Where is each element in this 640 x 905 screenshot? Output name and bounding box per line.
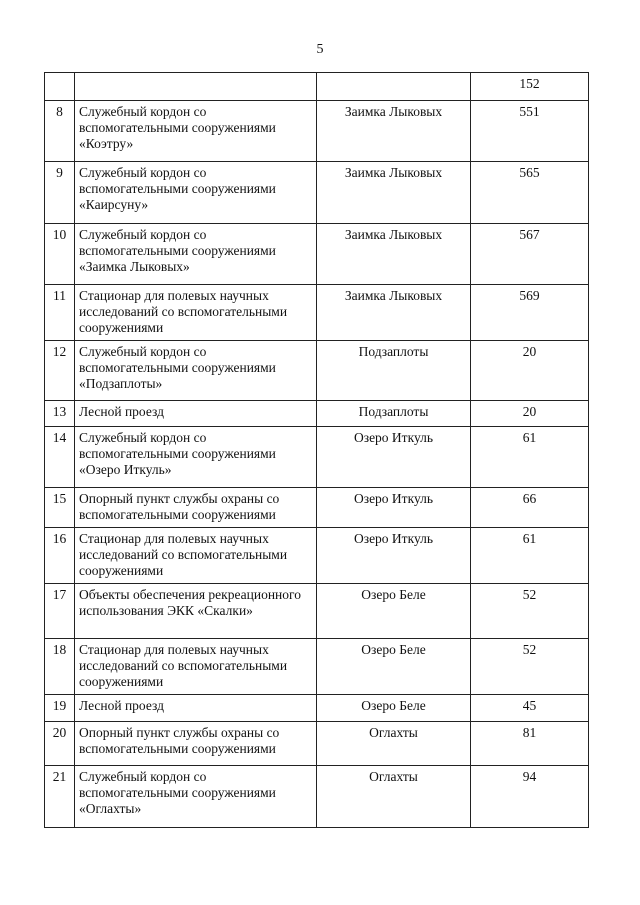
location-cell: Озеро Беле [317, 695, 471, 722]
value-cell: 45 [471, 695, 589, 722]
value-cell: 52 [471, 639, 589, 695]
location-cell: Озеро Иткуль [317, 528, 471, 584]
value-cell: 61 [471, 427, 589, 488]
row-number-cell: 10 [45, 224, 75, 285]
object-name-cell: Служебный кордон со вспомогательными сооружениями «Каирсуну» [75, 162, 317, 224]
row-number-cell: 20 [45, 722, 75, 766]
table-body [45, 73, 589, 828]
location-cell: Подзаплоты [317, 401, 471, 427]
object-name-cell: Служебный кордон со вспомогательными сооружениями «Оглахты» [75, 766, 317, 828]
row-number-cell [45, 73, 75, 101]
object-name-cell [75, 73, 317, 101]
object-name-cell: Объекты обеспечения рекреационного использования ЭКК «Скалки» [75, 584, 317, 639]
table-row [45, 73, 589, 101]
object-name-cell: Лесной проезд [75, 695, 317, 722]
row-number-cell: 17 [45, 584, 75, 639]
value-cell: 66 [471, 488, 589, 528]
object-name-cell: Опорный пункт службы охраны со вспомогательными сооружениями [75, 722, 317, 766]
row-number-cell: 11 [45, 285, 75, 341]
value-cell: 565 [471, 162, 589, 224]
page-number: 5 [316, 42, 324, 57]
value-cell: 81 [471, 722, 589, 766]
table-row [45, 401, 589, 427]
table-row [45, 427, 589, 488]
location-cell: Подзаплоты [317, 341, 471, 401]
table-row [45, 584, 589, 639]
location-cell: Заимка Лыковых [317, 162, 471, 224]
row-number-cell: 19 [45, 695, 75, 722]
object-name-cell: Стационар для полевых научных исследований со вспомогательными сооружениями [75, 285, 317, 341]
location-cell: Оглахты [317, 722, 471, 766]
row-number-cell: 15 [45, 488, 75, 528]
location-cell [317, 73, 471, 101]
location-cell: Озеро Беле [317, 639, 471, 695]
object-name-cell: Стационар для полевых научных исследований со вспомогательными сооружениями [75, 639, 317, 695]
row-number-cell: 16 [45, 528, 75, 584]
value-cell: 152 [471, 73, 589, 101]
row-number-cell: 8 [45, 101, 75, 162]
value-cell: 569 [471, 285, 589, 341]
object-name-cell: Служебный кордон со вспомогательными сооружениями «Заимка Лыковых» [75, 224, 317, 285]
table-row [45, 162, 589, 224]
object-name-cell: Служебный кордон со вспомогательными сооружениями «Коэтру» [75, 101, 317, 162]
location-cell: Озеро Иткуль [317, 427, 471, 488]
row-number-cell: 21 [45, 766, 75, 828]
table-row [45, 639, 589, 695]
object-name-cell: Служебный кордон со вспомогательными сооружениями «Озеро Иткуль» [75, 427, 317, 488]
location-cell: Заимка Лыковых [317, 285, 471, 341]
location-cell: Оглахты [317, 766, 471, 828]
value-cell: 20 [471, 341, 589, 401]
value-cell: 567 [471, 224, 589, 285]
table-row [45, 488, 589, 528]
object-name-cell: Стационар для полевых научных исследований со вспомогательными сооружениями [75, 528, 317, 584]
object-name-cell: Служебный кордон со вспомогательными сооружениями «Подзаплоты» [75, 341, 317, 401]
value-cell: 61 [471, 528, 589, 584]
objects-table [44, 72, 589, 828]
value-cell: 52 [471, 584, 589, 639]
value-cell: 20 [471, 401, 589, 427]
row-number-cell: 9 [45, 162, 75, 224]
table-row [45, 695, 589, 722]
table-row [45, 285, 589, 341]
table-row [45, 528, 589, 584]
table-row [45, 341, 589, 401]
location-cell: Заимка Лыковых [317, 101, 471, 162]
table-row [45, 224, 589, 285]
table-row [45, 766, 589, 828]
row-number-cell: 18 [45, 639, 75, 695]
table-row [45, 101, 589, 162]
value-cell: 94 [471, 766, 589, 828]
object-name-cell: Опорный пункт службы охраны со вспомогательными сооружениями [75, 488, 317, 528]
location-cell: Озеро Иткуль [317, 488, 471, 528]
value-cell: 551 [471, 101, 589, 162]
table-row [45, 722, 589, 766]
location-cell: Заимка Лыковых [317, 224, 471, 285]
row-number-cell: 12 [45, 341, 75, 401]
location-cell: Озеро Беле [317, 584, 471, 639]
row-number-cell: 14 [45, 427, 75, 488]
object-name-cell: Лесной проезд [75, 401, 317, 427]
row-number-cell: 13 [45, 401, 75, 427]
